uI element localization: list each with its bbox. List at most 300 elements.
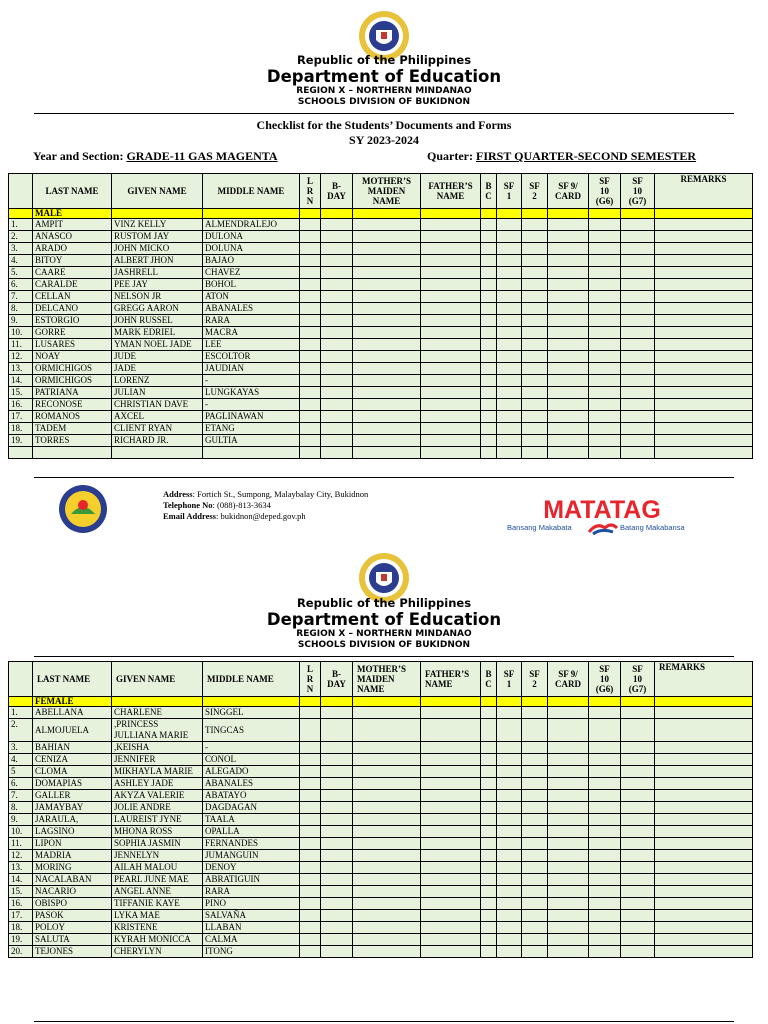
table-row (9, 363, 753, 375)
check-cell (300, 766, 321, 778)
check-cell (300, 742, 321, 754)
given-name-cell: ANGEL ANNE (112, 886, 203, 898)
check-cell (589, 707, 621, 719)
check-cell (548, 399, 589, 411)
last-name-cell: MADRIA (33, 850, 112, 862)
check-cell (655, 874, 753, 886)
check-cell (497, 303, 522, 315)
given-name-cell: JASHRELL (112, 267, 203, 279)
check-cell (548, 303, 589, 315)
check-cell (589, 291, 621, 303)
check-cell (353, 898, 421, 910)
check-cell (548, 874, 589, 886)
table-row (9, 934, 753, 946)
given-name-cell: JOHN MICKO (112, 243, 203, 255)
check-cell (621, 387, 655, 399)
table-row (9, 874, 753, 886)
check-cell (300, 707, 321, 719)
check-cell (481, 351, 497, 363)
check-cell (522, 826, 548, 838)
col-bc: B C (481, 174, 497, 209)
check-cell (621, 279, 655, 291)
check-cell (353, 707, 421, 719)
check-cell (589, 886, 621, 898)
row-number: 5 (9, 766, 33, 778)
col-sf10-g7: SF 10 (G7) (621, 662, 655, 697)
check-cell (621, 862, 655, 874)
check-cell (522, 291, 548, 303)
row-number: 4. (9, 255, 33, 267)
check-cell (300, 754, 321, 766)
given-name-cell: YMAN NOEL JADE (112, 339, 203, 351)
page1-letterhead (0, 53, 768, 108)
check-cell (353, 838, 421, 850)
check-cell (522, 435, 548, 447)
middle-name-cell: OPALLA (203, 826, 300, 838)
given-name-cell: JADE (112, 363, 203, 375)
table-row (9, 946, 753, 958)
row-number: 2. (9, 231, 33, 243)
middle-name-cell: ESCOLTOR (203, 351, 300, 363)
middle-name-cell: ABANALES (203, 303, 300, 315)
check-cell (548, 435, 589, 447)
table-row (9, 423, 753, 435)
check-cell (655, 447, 753, 459)
check-cell (481, 291, 497, 303)
table-row (9, 327, 753, 339)
check-cell (655, 814, 753, 826)
row-number: 15. (9, 886, 33, 898)
check-cell (321, 814, 353, 826)
check-cell (655, 910, 753, 922)
check-cell (655, 363, 753, 375)
check-cell (589, 934, 621, 946)
check-cell (589, 387, 621, 399)
check-cell (421, 946, 481, 958)
check-cell (353, 826, 421, 838)
check-cell (655, 219, 753, 231)
check-cell (321, 423, 353, 435)
check-cell (548, 327, 589, 339)
row-number: 15. (9, 387, 33, 399)
check-cell (497, 838, 522, 850)
given-name-cell: RICHARD JR. (112, 435, 203, 447)
female-section-row (9, 697, 753, 707)
last-name-cell: MORING (33, 862, 112, 874)
check-cell (522, 375, 548, 387)
check-cell (497, 719, 522, 742)
middle-name-cell: CALMA (203, 934, 300, 946)
check-cell (421, 351, 481, 363)
check-cell (548, 754, 589, 766)
check-cell (548, 267, 589, 279)
last-name-cell: JARAULA, (33, 814, 112, 826)
check-cell (421, 862, 481, 874)
last-name-cell: SALUTA (33, 934, 112, 946)
check-cell (621, 351, 655, 363)
check-cell (548, 219, 589, 231)
given-name-cell: PEE JAY (112, 279, 203, 291)
check-cell (522, 255, 548, 267)
svg-text:MATATAG: MATATAG (543, 496, 661, 524)
document-titles (0, 118, 768, 148)
svg-text:Batang Makabansa: Batang Makabansa (620, 523, 685, 532)
check-cell (353, 447, 421, 459)
col-bday: B- DAY (321, 662, 353, 697)
check-cell (497, 946, 522, 958)
check-cell (300, 279, 321, 291)
col-bday: B- DAY (321, 174, 353, 209)
row-number: 5. (9, 267, 33, 279)
check-cell (497, 363, 522, 375)
row-number: 19. (9, 435, 33, 447)
check-cell (497, 387, 522, 399)
row-number: 16. (9, 898, 33, 910)
given-name-cell: NELSON JR (112, 291, 203, 303)
check-cell (589, 411, 621, 423)
check-cell (655, 742, 753, 754)
check-cell (421, 910, 481, 922)
division-text: SCHOOLS DIVISION OF BUKIDNON (297, 97, 471, 107)
check-cell (300, 411, 321, 423)
check-cell (112, 447, 203, 459)
check-cell (655, 291, 753, 303)
check-cell (522, 447, 548, 459)
check-cell (655, 231, 753, 243)
check-cell (522, 862, 548, 874)
check-cell (321, 447, 353, 459)
table-row (9, 850, 753, 862)
last-name-cell: PATRIANA (33, 387, 112, 399)
contact-info (163, 489, 368, 522)
middle-name-cell: ABANALES (203, 778, 300, 790)
check-cell (497, 802, 522, 814)
last-name-cell: NACALABAN (33, 874, 112, 886)
check-cell (548, 411, 589, 423)
check-cell (300, 303, 321, 315)
check-cell (522, 874, 548, 886)
table-row (9, 898, 753, 910)
row-number: 10. (9, 327, 33, 339)
table-row (9, 790, 753, 802)
middle-name-cell: ATON (203, 291, 300, 303)
female-label: FEMALE (33, 697, 112, 707)
table-row (9, 231, 753, 243)
last-name-cell: CLOMA (33, 766, 112, 778)
quarter-value: FIRST QUARTER-SECOND SEMESTER (475, 149, 697, 163)
check-cell (300, 802, 321, 814)
check-cell (655, 707, 753, 719)
middle-name-cell: FERNANDES (203, 838, 300, 850)
check-cell (655, 327, 753, 339)
check-cell (548, 423, 589, 435)
check-cell (655, 886, 753, 898)
check-cell (300, 423, 321, 435)
check-cell (621, 707, 655, 719)
col-mothers-maiden: MOTHER’S MAIDEN NAME (353, 662, 421, 697)
check-cell (621, 719, 655, 742)
check-cell (522, 243, 548, 255)
row-number: 8. (9, 802, 33, 814)
check-cell (497, 707, 522, 719)
check-cell (621, 423, 655, 435)
check-cell (321, 719, 353, 742)
check-cell (481, 934, 497, 946)
check-cell (481, 327, 497, 339)
check-cell (497, 423, 522, 435)
table-row (9, 267, 753, 279)
table-row (9, 255, 753, 267)
check-cell (522, 719, 548, 742)
check-cell (621, 447, 655, 459)
republic-text: Republic of the Philippines (296, 596, 472, 610)
check-cell (497, 399, 522, 411)
check-cell (321, 922, 353, 934)
table-row (9, 243, 753, 255)
table-row (9, 219, 753, 231)
department-text: Department of Education (266, 610, 502, 629)
check-cell (203, 447, 300, 459)
check-cell (421, 826, 481, 838)
check-cell (421, 435, 481, 447)
check-cell (421, 327, 481, 339)
check-cell (548, 243, 589, 255)
check-cell (321, 363, 353, 375)
document-title: Checklist for the Students’ Documents and Forms (256, 118, 512, 132)
check-cell (522, 838, 548, 850)
check-cell (655, 946, 753, 958)
table-row (9, 315, 753, 327)
row-number: 12. (9, 351, 33, 363)
col-sf2: SF 2 (522, 174, 548, 209)
check-cell (589, 351, 621, 363)
check-cell (481, 375, 497, 387)
check-cell (353, 910, 421, 922)
check-cell (548, 898, 589, 910)
check-cell (300, 315, 321, 327)
quarter (427, 149, 696, 164)
republic-text: Republic of the Philippines (296, 53, 472, 67)
last-name-cell: LIPON (33, 838, 112, 850)
check-cell (481, 707, 497, 719)
check-cell (300, 790, 321, 802)
table-row (9, 766, 753, 778)
check-cell (421, 814, 481, 826)
check-cell (33, 447, 112, 459)
check-cell (421, 719, 481, 742)
col-middle-name: MIDDLE NAME (203, 174, 300, 209)
given-name-cell: JUDE (112, 351, 203, 363)
check-cell (522, 315, 548, 327)
check-cell (589, 315, 621, 327)
check-cell (300, 719, 321, 742)
given-name-cell: JOHN RUSSEL (112, 315, 203, 327)
check-cell (481, 802, 497, 814)
check-cell (548, 766, 589, 778)
check-cell (655, 423, 753, 435)
check-cell (321, 243, 353, 255)
check-cell (481, 778, 497, 790)
last-name-cell: BAHIAN (33, 742, 112, 754)
check-cell (655, 766, 753, 778)
check-cell (589, 778, 621, 790)
check-cell (421, 934, 481, 946)
check-cell (655, 838, 753, 850)
check-cell (321, 707, 353, 719)
check-cell (655, 778, 753, 790)
given-name-cell: JENNIFER (112, 754, 203, 766)
check-cell (621, 267, 655, 279)
last-name-cell: NACARIO (33, 886, 112, 898)
table-row (9, 719, 753, 742)
check-cell (497, 243, 522, 255)
check-cell (621, 838, 655, 850)
check-cell (353, 934, 421, 946)
check-cell (321, 279, 353, 291)
check-cell (497, 291, 522, 303)
middle-name-cell: DULONA (203, 231, 300, 243)
table-row (9, 838, 753, 850)
check-cell (353, 339, 421, 351)
check-cell (481, 231, 497, 243)
table-row (9, 778, 753, 790)
check-cell (300, 886, 321, 898)
given-name-cell: CLIENT RYAN (112, 423, 203, 435)
check-cell (621, 934, 655, 946)
check-cell (353, 315, 421, 327)
last-name-cell: OBISPO (33, 898, 112, 910)
check-cell (421, 754, 481, 766)
check-cell (497, 934, 522, 946)
check-cell (321, 946, 353, 958)
check-cell (300, 219, 321, 231)
table-row (9, 862, 753, 874)
table-row (9, 399, 753, 411)
check-cell (655, 279, 753, 291)
middle-name-cell: RARA (203, 315, 300, 327)
check-cell (353, 255, 421, 267)
last-name-cell: TEJONES (33, 946, 112, 958)
check-cell (421, 303, 481, 315)
check-cell (300, 231, 321, 243)
check-cell (353, 291, 421, 303)
middle-name-cell: LLABAN (203, 922, 300, 934)
middle-name-cell: SINGGEL (203, 707, 300, 719)
last-name-cell: CELLAN (33, 291, 112, 303)
last-name-cell: ORMICHIGOS (33, 375, 112, 387)
given-name-cell: RUSTOM JAY (112, 231, 203, 243)
check-cell (548, 778, 589, 790)
check-cell (655, 754, 753, 766)
middle-name-cell: ABATAYO (203, 790, 300, 802)
check-cell (497, 910, 522, 922)
row-number: 18. (9, 922, 33, 934)
check-cell (300, 850, 321, 862)
last-name-cell: CENIZA (33, 754, 112, 766)
check-cell (481, 766, 497, 778)
check-cell (655, 922, 753, 934)
check-cell (548, 838, 589, 850)
region-text: REGION X – NORTHERN MINDANAO (296, 629, 472, 639)
given-name-cell: GREGG AARON (112, 303, 203, 315)
middle-name-cell: CONOL (203, 754, 300, 766)
check-cell (522, 303, 548, 315)
check-cell (497, 790, 522, 802)
check-cell (589, 219, 621, 231)
check-cell (548, 339, 589, 351)
check-cell (621, 946, 655, 958)
check-cell (481, 315, 497, 327)
check-cell (522, 754, 548, 766)
given-name-cell: AILAH MALOU (112, 862, 203, 874)
last-name-cell: LAGSINO (33, 826, 112, 838)
last-name-cell: ALMOJUELA (33, 719, 112, 742)
check-cell (321, 255, 353, 267)
check-cell (621, 399, 655, 411)
header-divider (34, 656, 734, 657)
check-cell (497, 778, 522, 790)
check-cell (353, 802, 421, 814)
middle-name-cell: DAGDAGAN (203, 802, 300, 814)
check-cell (481, 411, 497, 423)
middle-name-cell: ALMENDRALEJO (203, 219, 300, 231)
check-cell (522, 219, 548, 231)
table-row (9, 802, 753, 814)
check-cell (589, 766, 621, 778)
check-cell (655, 719, 753, 742)
check-cell (481, 219, 497, 231)
middle-name-cell: DENOY (203, 862, 300, 874)
check-cell (497, 315, 522, 327)
table-row (9, 742, 753, 754)
check-cell (481, 447, 497, 459)
row-number: 17. (9, 411, 33, 423)
check-cell (589, 742, 621, 754)
check-cell (300, 778, 321, 790)
check-cell (522, 327, 548, 339)
check-cell (621, 291, 655, 303)
check-cell (481, 898, 497, 910)
check-cell (655, 255, 753, 267)
check-cell (321, 802, 353, 814)
last-name-cell: DOMAPIAS (33, 778, 112, 790)
check-cell (421, 399, 481, 411)
check-cell (353, 243, 421, 255)
check-cell (655, 790, 753, 802)
last-name-cell: DELCANO (33, 303, 112, 315)
row-number: 16. (9, 399, 33, 411)
check-cell (421, 447, 481, 459)
check-cell (421, 219, 481, 231)
check-cell (353, 874, 421, 886)
check-cell (421, 790, 481, 802)
col-last-name: LAST NAME (33, 174, 112, 209)
check-cell (548, 790, 589, 802)
check-cell (621, 303, 655, 315)
check-cell (548, 351, 589, 363)
check-cell (655, 315, 753, 327)
check-cell (9, 447, 33, 459)
check-cell (655, 351, 753, 363)
check-cell (497, 898, 522, 910)
check-cell (548, 922, 589, 934)
col-given-name: GIVEN NAME (112, 174, 203, 209)
check-cell (548, 387, 589, 399)
given-name-cell: CHARLENE (112, 707, 203, 719)
check-cell (497, 279, 522, 291)
check-cell (353, 742, 421, 754)
check-cell (655, 802, 753, 814)
